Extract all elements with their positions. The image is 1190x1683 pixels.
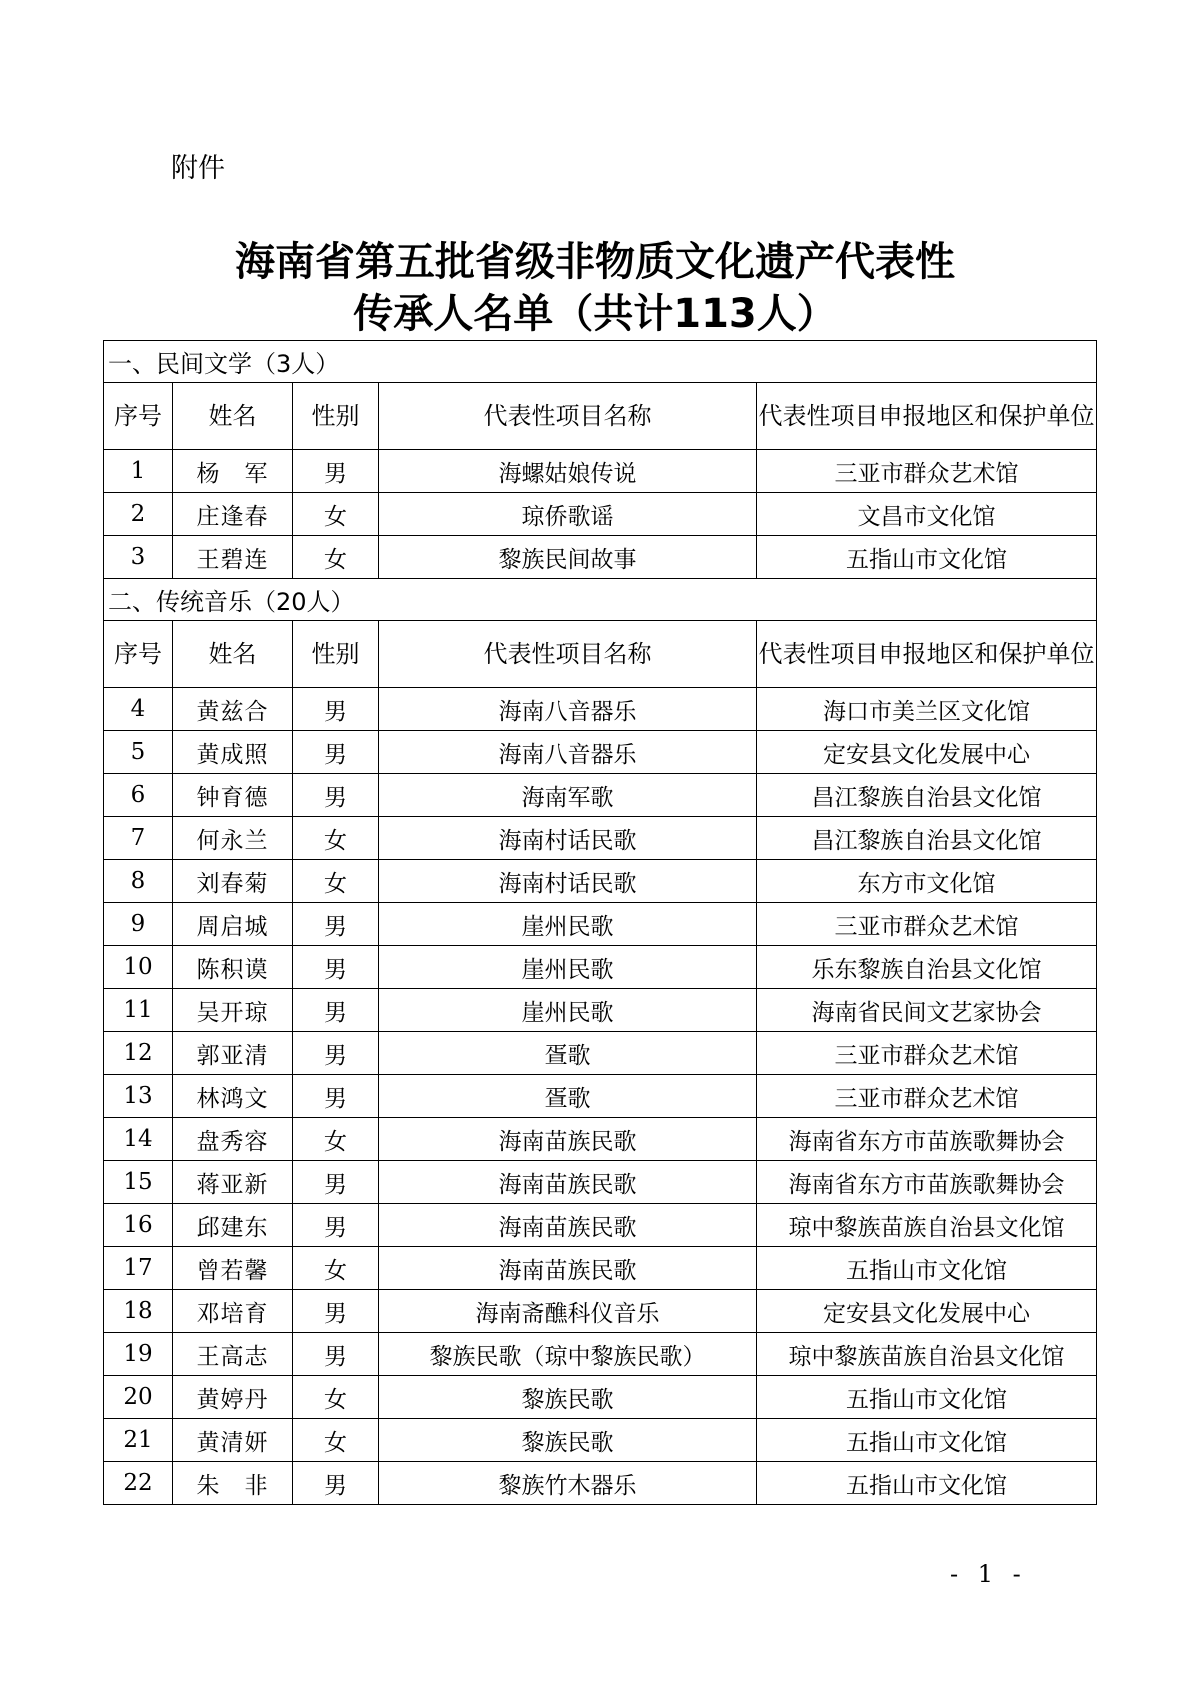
header-unit: 代表性项目申报地区和保护单位 — [757, 621, 1097, 688]
table-row — [104, 1161, 1097, 1204]
cell-unit: 海南省东方市苗族歌舞协会 — [757, 1161, 1097, 1204]
table-row — [104, 903, 1097, 946]
cell-gender: 男 — [293, 1290, 379, 1333]
table-row — [104, 493, 1097, 536]
title-line-1: 海南省第五批省级非物质文化遗产代表性 — [235, 239, 955, 285]
cell-index: 8 — [104, 860, 173, 903]
header-project: 代表性项目名称 — [379, 383, 757, 450]
cell-index: 19 — [104, 1333, 173, 1376]
inheritor-table — [103, 340, 1097, 1505]
section-heading: 二、传统音乐（20人） — [104, 579, 1097, 621]
table-row — [104, 1204, 1097, 1247]
section-heading: 一、民间文学（3人） — [104, 341, 1097, 383]
cell-index: 11 — [104, 989, 173, 1032]
cell-gender: 女 — [293, 493, 379, 536]
cell-gender: 男 — [293, 989, 379, 1032]
cell-name: 王高志 — [173, 1333, 293, 1376]
header-gender: 性别 — [293, 621, 379, 688]
cell-name: 杨 军 — [173, 450, 293, 493]
table-row — [104, 1118, 1097, 1161]
cell-project: 黎族民歌 — [379, 1419, 757, 1462]
cell-index: 16 — [104, 1204, 173, 1247]
cell-project: 海南苗族民歌 — [379, 1118, 757, 1161]
cell-index: 21 — [104, 1419, 173, 1462]
cell-gender: 男 — [293, 946, 379, 989]
cell-gender: 男 — [293, 1204, 379, 1247]
cell-index: 15 — [104, 1161, 173, 1204]
cell-name: 周启城 — [173, 903, 293, 946]
header-unit: 代表性项目申报地区和保护单位 — [757, 383, 1097, 450]
table-row — [104, 1462, 1097, 1505]
attachment-label: 附件 — [171, 153, 225, 184]
cell-gender: 女 — [293, 1419, 379, 1462]
cell-gender: 女 — [293, 1118, 379, 1161]
cell-gender: 女 — [293, 860, 379, 903]
table-row — [104, 989, 1097, 1032]
cell-project: 崖州民歌 — [379, 989, 757, 1032]
cell-project: 海螺姑娘传说 — [379, 450, 757, 493]
cell-project: 海南村话民歌 — [379, 860, 757, 903]
cell-name: 黄兹合 — [173, 688, 293, 731]
cell-project: 崖州民歌 — [379, 903, 757, 946]
cell-project: 海南八音器乐 — [379, 731, 757, 774]
cell-index: 22 — [104, 1462, 173, 1505]
cell-index: 10 — [104, 946, 173, 989]
table-row — [104, 1333, 1097, 1376]
cell-index: 5 — [104, 731, 173, 774]
cell-unit: 琼中黎族苗族自治县文化馆 — [757, 1333, 1097, 1376]
table-row — [104, 1032, 1097, 1075]
cell-name: 庄逢春 — [173, 493, 293, 536]
cell-index: 7 — [104, 817, 173, 860]
cell-project: 崖州民歌 — [379, 946, 757, 989]
cell-unit: 三亚市群众艺术馆 — [757, 903, 1097, 946]
cell-project: 海南军歌 — [379, 774, 757, 817]
cell-project: 黎族竹木器乐 — [379, 1462, 757, 1505]
cell-project: 黎族民间故事 — [379, 536, 757, 579]
cell-unit: 乐东黎族自治县文化馆 — [757, 946, 1097, 989]
cell-name: 陈积谟 — [173, 946, 293, 989]
section-heading-row — [104, 579, 1097, 621]
cell-name: 黄婷丹 — [173, 1376, 293, 1419]
page-number: - 1 - — [950, 1560, 1027, 1588]
cell-project: 黎族民歌（琼中黎族民歌） — [379, 1333, 757, 1376]
cell-unit: 三亚市群众艺术馆 — [757, 450, 1097, 493]
header-index: 序号 — [104, 621, 173, 688]
cell-name: 王碧连 — [173, 536, 293, 579]
cell-unit: 五指山市文化馆 — [757, 536, 1097, 579]
cell-unit: 文昌市文化馆 — [757, 493, 1097, 536]
cell-index: 20 — [104, 1376, 173, 1419]
cell-name: 邱建东 — [173, 1204, 293, 1247]
column-header-row — [104, 383, 1097, 450]
cell-project: 海南苗族民歌 — [379, 1161, 757, 1204]
table-row — [104, 1376, 1097, 1419]
cell-index: 4 — [104, 688, 173, 731]
cell-name: 蒋亚新 — [173, 1161, 293, 1204]
cell-gender: 男 — [293, 688, 379, 731]
cell-gender: 男 — [293, 1075, 379, 1118]
cell-project: 疍歌 — [379, 1032, 757, 1075]
table-row — [104, 1419, 1097, 1462]
cell-unit: 定安县文化发展中心 — [757, 1290, 1097, 1333]
cell-project: 海南村话民歌 — [379, 817, 757, 860]
cell-unit: 定安县文化发展中心 — [757, 731, 1097, 774]
cell-name: 盘秀容 — [173, 1118, 293, 1161]
cell-name: 黄清妍 — [173, 1419, 293, 1462]
cell-name: 吴开琼 — [173, 989, 293, 1032]
column-header-row — [104, 621, 1097, 688]
cell-gender: 男 — [293, 450, 379, 493]
cell-index: 9 — [104, 903, 173, 946]
table-row — [104, 688, 1097, 731]
cell-name: 黄成照 — [173, 731, 293, 774]
cell-name: 钟育德 — [173, 774, 293, 817]
title-line-2: 传承人名单（共计113人） — [353, 291, 837, 337]
cell-name: 曾若馨 — [173, 1247, 293, 1290]
cell-project: 海南八音器乐 — [379, 688, 757, 731]
cell-unit: 琼中黎族苗族自治县文化馆 — [757, 1204, 1097, 1247]
cell-name: 郭亚清 — [173, 1032, 293, 1075]
cell-project: 海南斋醮科仪音乐 — [379, 1290, 757, 1333]
cell-name: 刘春菊 — [173, 860, 293, 903]
header-name: 姓名 — [173, 383, 293, 450]
table-row — [104, 450, 1097, 493]
cell-gender: 男 — [293, 1161, 379, 1204]
cell-unit: 海口市美兰区文化馆 — [757, 688, 1097, 731]
table-row — [104, 1075, 1097, 1118]
cell-name: 林鸿文 — [173, 1075, 293, 1118]
cell-gender: 男 — [293, 1462, 379, 1505]
cell-gender: 女 — [293, 1247, 379, 1290]
cell-unit: 海南省民间文艺家协会 — [757, 989, 1097, 1032]
cell-gender: 男 — [293, 1333, 379, 1376]
cell-name: 邓培育 — [173, 1290, 293, 1333]
cell-project: 海南苗族民歌 — [379, 1204, 757, 1247]
cell-index: 17 — [104, 1247, 173, 1290]
cell-gender: 男 — [293, 731, 379, 774]
cell-gender: 女 — [293, 536, 379, 579]
cell-project: 黎族民歌 — [379, 1376, 757, 1419]
cell-unit: 东方市文化馆 — [757, 860, 1097, 903]
cell-gender: 男 — [293, 1032, 379, 1075]
cell-gender: 男 — [293, 903, 379, 946]
section-heading-row — [104, 341, 1097, 383]
table-row — [104, 817, 1097, 860]
cell-project: 海南苗族民歌 — [379, 1247, 757, 1290]
cell-unit: 海南省东方市苗族歌舞协会 — [757, 1118, 1097, 1161]
cell-gender: 女 — [293, 1376, 379, 1419]
cell-project: 疍歌 — [379, 1075, 757, 1118]
cell-name: 朱 非 — [173, 1462, 293, 1505]
cell-index: 3 — [104, 536, 173, 579]
table-row — [104, 946, 1097, 989]
cell-gender: 女 — [293, 817, 379, 860]
header-name: 姓名 — [173, 621, 293, 688]
header-project: 代表性项目名称 — [379, 621, 757, 688]
table-row — [104, 1247, 1097, 1290]
cell-unit: 五指山市文化馆 — [757, 1376, 1097, 1419]
cell-gender: 男 — [293, 774, 379, 817]
table-row — [104, 774, 1097, 817]
cell-unit: 五指山市文化馆 — [757, 1419, 1097, 1462]
table-row — [104, 731, 1097, 774]
cell-unit: 五指山市文化馆 — [757, 1247, 1097, 1290]
cell-index: 2 — [104, 493, 173, 536]
cell-index: 14 — [104, 1118, 173, 1161]
cell-unit: 昌江黎族自治县文化馆 — [757, 774, 1097, 817]
cell-index: 13 — [104, 1075, 173, 1118]
cell-unit: 昌江黎族自治县文化馆 — [757, 817, 1097, 860]
table-row — [104, 536, 1097, 579]
cell-index: 6 — [104, 774, 173, 817]
document-title — [0, 236, 1190, 340]
cell-unit: 五指山市文化馆 — [757, 1462, 1097, 1505]
cell-index: 18 — [104, 1290, 173, 1333]
header-gender: 性别 — [293, 383, 379, 450]
cell-index: 12 — [104, 1032, 173, 1075]
cell-unit: 三亚市群众艺术馆 — [757, 1032, 1097, 1075]
cell-index: 1 — [104, 450, 173, 493]
cell-name: 何永兰 — [173, 817, 293, 860]
table-row — [104, 860, 1097, 903]
cell-unit: 三亚市群众艺术馆 — [757, 1075, 1097, 1118]
table-row — [104, 1290, 1097, 1333]
cell-project: 琼侨歌谣 — [379, 493, 757, 536]
header-index: 序号 — [104, 383, 173, 450]
